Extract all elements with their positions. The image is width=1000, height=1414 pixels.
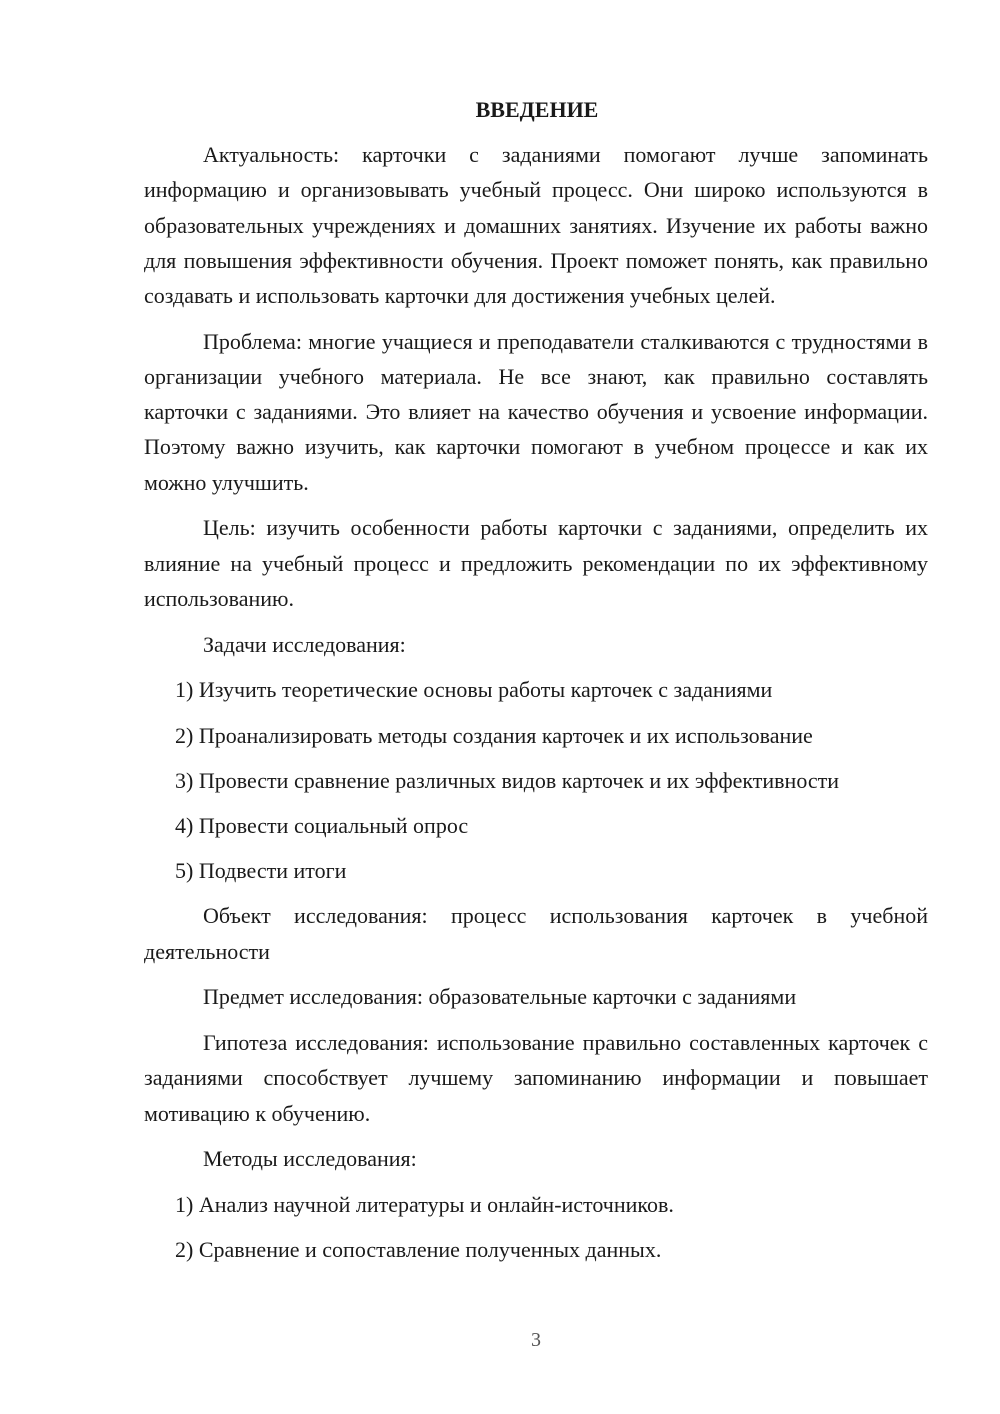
list-item: 2) Проанализировать методы создания карточек и их использование [175,722,813,748]
paragraph-relevance: Актуальность: карточки с заданиями помогают лучше запоминать информацию и организовывать учебный процесс. Они широко используются в образовательных учреждениях и домашних занятиях. Изучение их работы важно для повышения эффективности обучения. Проект поможет понять, как правильно создавать и использовать карточки для достижения учебных целей. [144,142,928,309]
tasks-list [144,672,928,888]
list-item: 4) Провести социальный опрос [175,813,469,839]
methods-list [144,1187,928,1267]
methods-heading: Методы исследования: [203,1146,417,1172]
paragraph-hypothesis: Гипотеза исследования: использование правильно составленных карточек с заданиями способствует лучшему запоминанию информации и повышает мотивацию к обучению. [144,1030,928,1126]
document-page [144,92,928,1278]
list-item: 1) Анализ научной литературы и онлайн-источников. [175,1192,674,1218]
paragraph-subject: Предмет исследования: образовательные карточки с заданиями [203,984,797,1010]
page-number: 3 [531,1329,541,1351]
section-title: ВВЕДЕНИЕ [475,97,599,122]
list-item: 2) Сравнение и сопоставление полученных данных. [175,1237,662,1263]
paragraph-problem: Проблема: многие учащиеся и преподаватели сталкиваются с трудностями в организации учебного материала. Не все знают, как правильно составлять карточки с заданиями. Это влияет на качество обучения и усвоение информации. Поэтому важно изучить, как карточки помогают в учебном процессе и как их можно улучшить. [144,328,928,495]
list-item: 5) Подвести итоги [175,858,347,884]
paragraph-object: Объект исследования: процесс использования карточек в учебной деятельности [144,903,928,964]
tasks-heading: Задачи исследования: [203,631,406,657]
list-item: 3) Провести сравнение различных видов карточек и их эффективности [175,767,840,793]
list-item: 1) Изучить теоретические основы работы карточек с заданиями [175,677,773,703]
paragraph-goal: Цель: изучить особенности работы карточки с заданиями, определить их влияние на учебный процесс и предложить рекомендации по их эффективному использованию. [144,515,928,611]
